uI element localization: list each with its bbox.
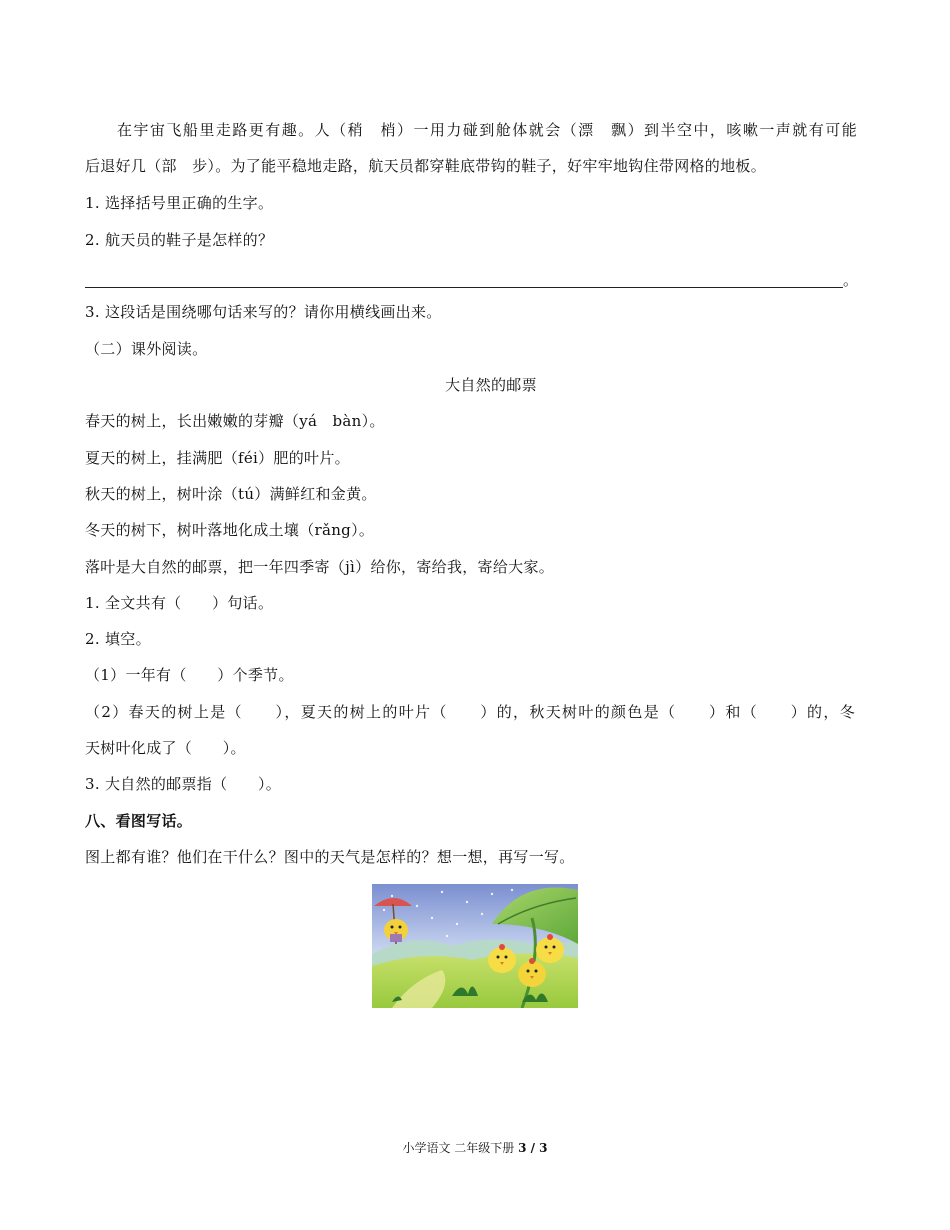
page-footer (0, 1140, 950, 1156)
question-2-fill-blanks: 2. 填空。 (85, 630, 151, 648)
poem-line-spring: 春天的树上，长出嫩嫩的芽瓣（yá bàn）。 (85, 412, 385, 430)
answer-line-period: 。 (843, 271, 859, 289)
poem-title: 大自然的邮票 (445, 376, 537, 394)
question-1-sentence-count: 1. 全文共有（ ）句话。 (85, 594, 274, 612)
poem-line-stamps: 落叶是大自然的邮票，把一年四季寄（jì）给你，寄给我，寄给大家。 (85, 558, 555, 576)
question-2-shoes: 2. 航天员的鞋子是怎样的？ (85, 231, 274, 249)
question-3-stamps-meaning: 3. 大自然的邮票指（ ）。 (85, 775, 282, 793)
footer-subject: 小学语文 二年级下册 (402, 1141, 519, 1155)
passage-line-2: 后退好几（部 步）。为了能平稳地走路，航天员都穿鞋底带钩的鞋子，好牢牢地钩住带网格的地板。 (85, 157, 767, 175)
section-title-extracurricular-reading: （二）课外阅读。 (85, 340, 208, 358)
illustration-chicks-under-leaf (372, 884, 578, 1008)
answer-blank-line[interactable] (85, 287, 843, 288)
question-1-choose-characters: 1. 选择括号里正确的生字。 (85, 194, 274, 212)
poem-line-autumn: 秋天的树上，树叶涂（tú）满鲜红和金黄。 (85, 485, 377, 503)
passage-line-1: 在宇宙飞船里走路更有趣。人（稍 梢）一用力碰到舱体就会（漂 飘）到半空中，咳嗽一声就有可能 (117, 121, 857, 139)
writing-prompt: 图上都有谁？他们在干什么？图中的天气是怎样的？想一想，再写一写。 (85, 848, 575, 866)
footer-page-number: 3 / 3 (518, 1141, 548, 1155)
question-2-2-line-1: （2）春天的树上是（ ），夏天的树上的叶片（ ）的，秋天树叶的颜色是（ ）和（ ）的，冬 (85, 703, 855, 721)
section-heading-picture-writing: 八、看图写话。 (85, 812, 193, 830)
question-3-key-sentence: 3. 这段话是围绕哪句话来写的？请你用横线画出来。 (85, 303, 442, 321)
poem-line-winter: 冬天的树下，树叶落地化成土壤（rǎng）。 (85, 521, 375, 539)
poem-line-summer: 夏天的树上，挂满肥（féi）肥的叶片。 (85, 449, 350, 467)
question-2-1-seasons: （1）一年有（ ）个季节。 (85, 666, 294, 684)
question-2-2-line-2: 天树叶化成了（ ）。 (85, 739, 246, 757)
